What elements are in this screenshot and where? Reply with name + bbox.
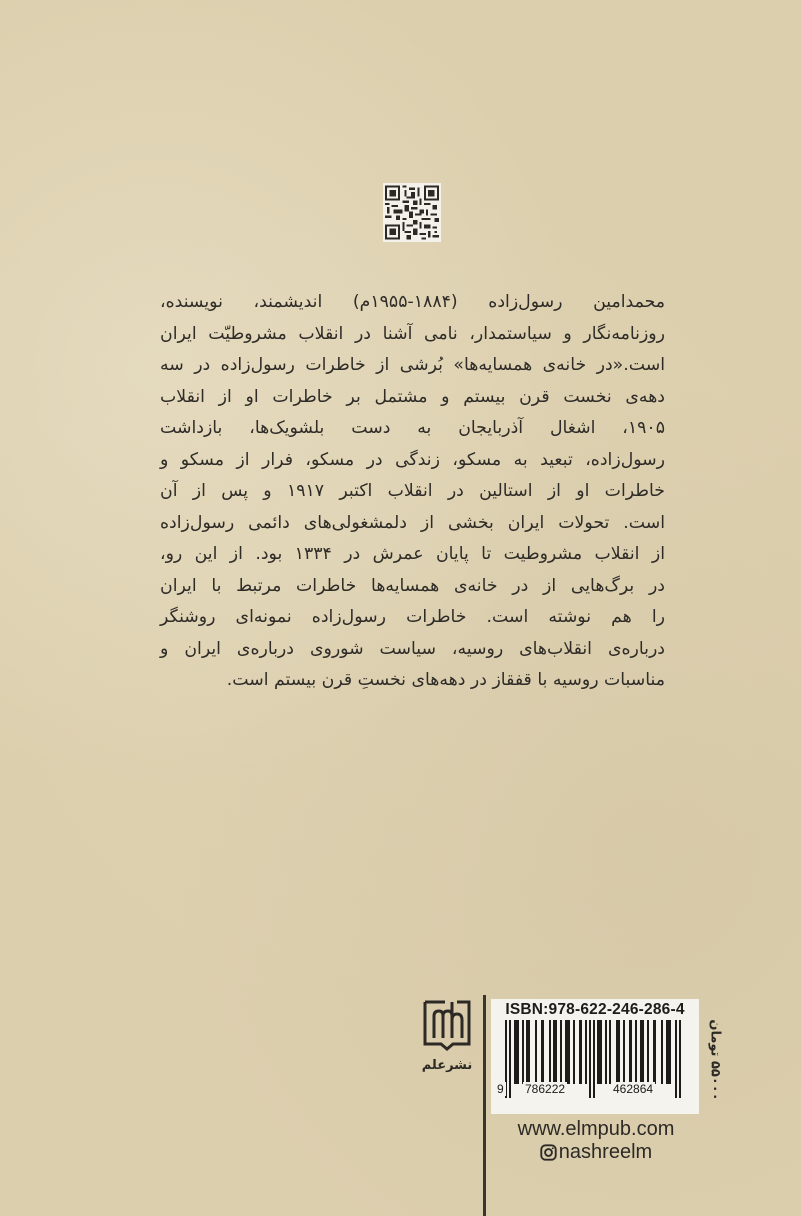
blurb-line: دهه‌ی نخست قرن بیستم و مشتمل بر خاطرات او از انقلاب <box>160 386 665 407</box>
price-label: ۵۵۰۰۰ تومان <box>707 1019 723 1101</box>
publisher-contact <box>490 1118 702 1167</box>
blurb-line: ۱۹۰۵، اشغال آذربایجان به دست بلشویک‌ها، بازداشت <box>160 418 665 438</box>
publisher-logo <box>412 998 482 1080</box>
qr-code-icon <box>385 185 439 240</box>
isbn-barcode <box>491 999 699 1114</box>
blurb-line: خاطرات او از استالین در انقلاب اکتبر ۱۹۱۷ و پس از آن <box>160 481 665 501</box>
blurb-line: را هم نوشته است. خاطرات رسول‌زاده نمونه‌ای روشنگر <box>160 607 665 627</box>
back-cover-blurb <box>160 287 665 697</box>
barcode-lead-digit: 9 <box>497 1082 504 1096</box>
price-tag <box>704 1000 726 1120</box>
vertical-divider <box>483 995 486 1216</box>
publisher-book-logo-icon <box>421 998 473 1056</box>
qr-code <box>383 183 441 242</box>
barcode-digits <box>499 1082 691 1096</box>
instagram-handle: nashreelm <box>558 1141 653 1163</box>
blurb-line: مناسبات روسیه با قفقاز در دهه‌های نخستِ قرن بیستم است. <box>226 670 665 690</box>
blurb-line: درباره‌ی انقلاب‌های روسیه، سیاست شوروی درباره‌ی ایران و <box>160 638 665 659</box>
blurb-line: در برگ‌هایی از در خانه‌ی همسایه‌ها خاطرات مرتبط با ایران <box>160 575 665 596</box>
blurb-line: محمدامین رسول‌زاده (۱۸۸۴-۱۹۵۵م) اندیشمند، نویسنده، <box>160 292 665 312</box>
blurb-line: است.«در خانه‌ی همسایه‌ها» بُرشی از خاطرات رسول‌زاده در سه <box>160 355 665 375</box>
barcode-left-digits: 786222 <box>525 1082 566 1096</box>
isbn-label: ISBN:978-622-246-286-4 <box>505 1001 685 1018</box>
barcode-right-digits: 462864 <box>613 1082 654 1096</box>
instagram-link[interactable] <box>540 1141 652 1164</box>
publisher-name: نشرعلم <box>421 1058 473 1073</box>
barcode-bars <box>495 1020 695 1098</box>
blurb-line: از انقلاب مشروطیت تا پایان عمرش در ۱۳۳۴ بود. از این رو، <box>160 544 665 564</box>
blurb-line: است. تحولات ایران بخشی از دلمشغولی‌های دائمی رسول‌زاده <box>160 512 665 533</box>
instagram-icon <box>540 1144 557 1161</box>
blurb-line: رسول‌زاده، تبعید به مسکو، زندگی در مسکو، فرار از مسکو و <box>160 449 665 470</box>
website-link[interactable]: www.elmpub.com <box>517 1118 675 1140</box>
blurb-line: روزنامه‌نگار و سیاستمدار، نامی آشنا در انقلاب مشروطیّت ایران <box>160 323 665 344</box>
